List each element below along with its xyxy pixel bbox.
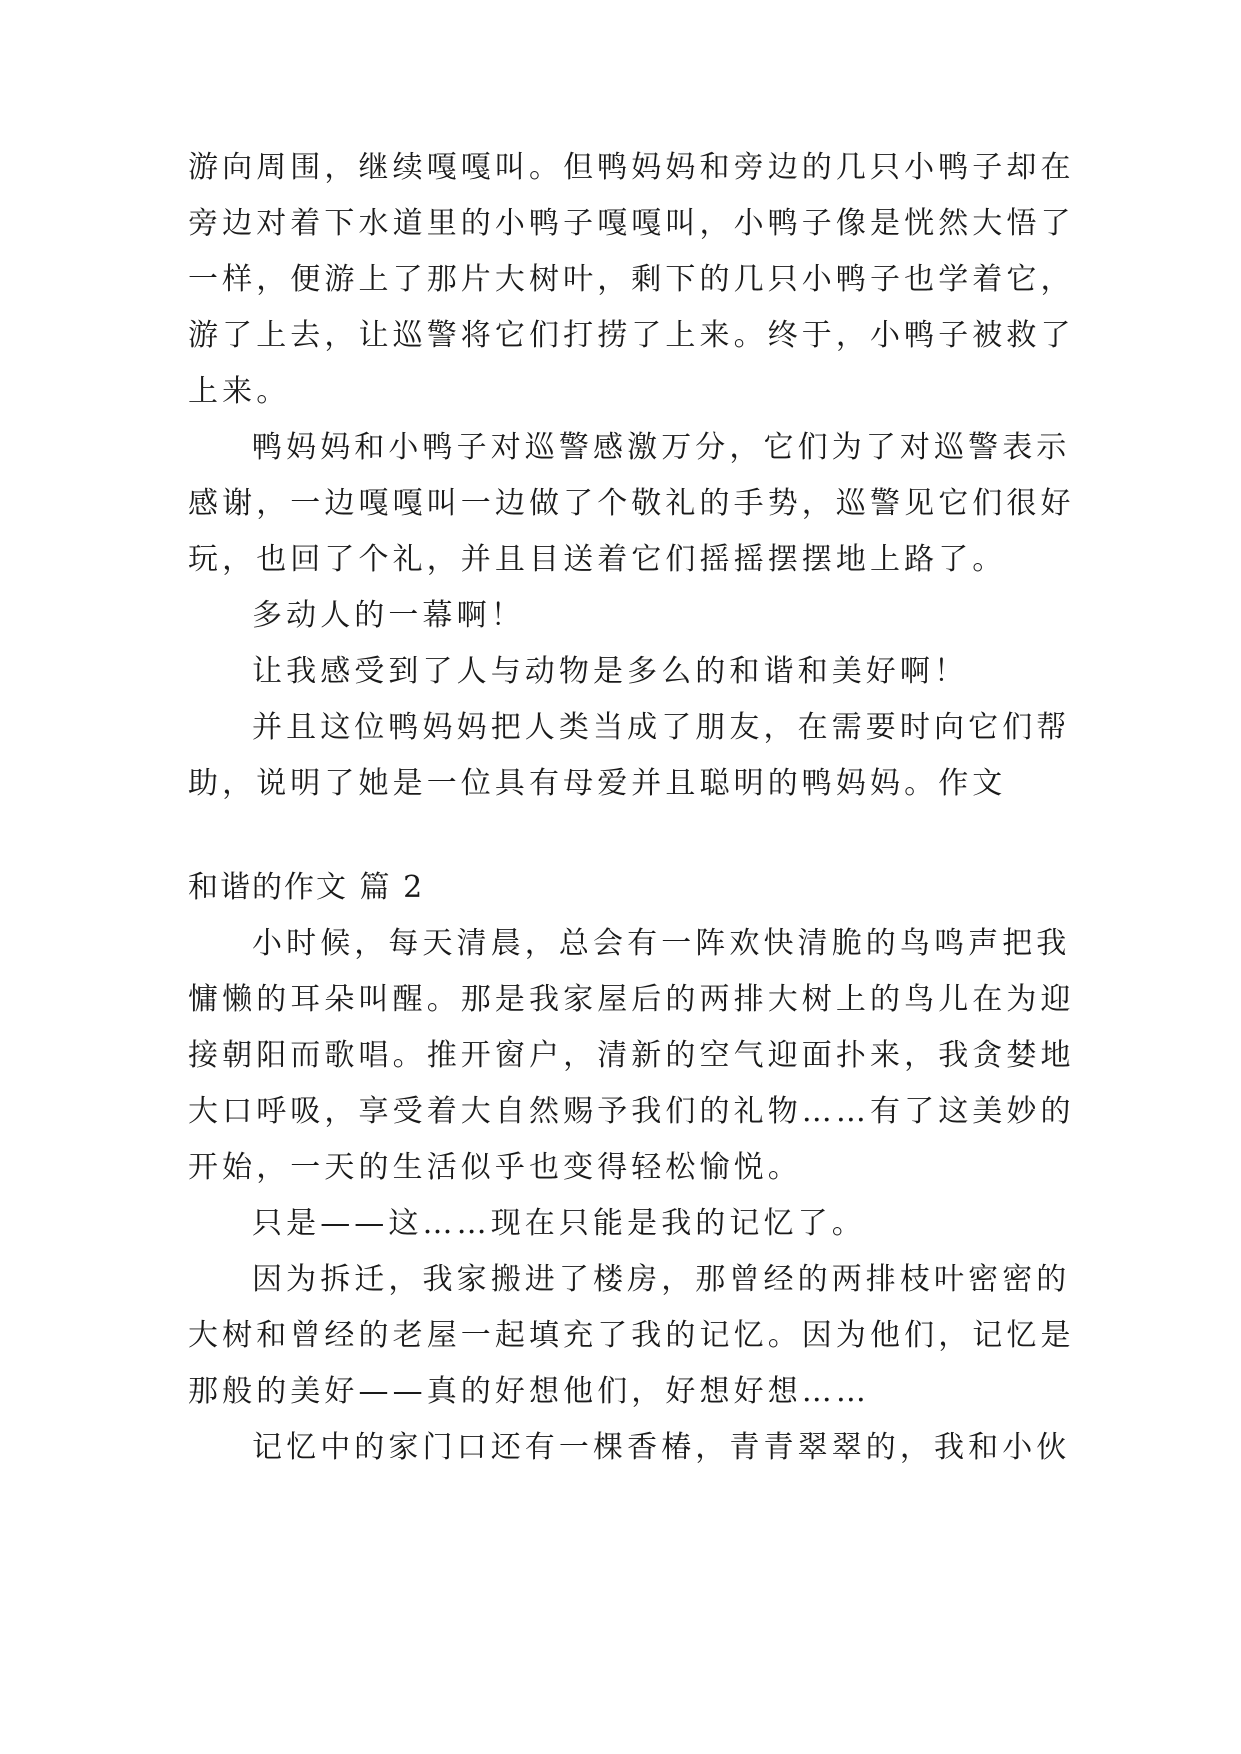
paragraph-line: 慵懒的耳朵叫醒。那是我家屋后的两排大树上的鸟儿在为迎 — [188, 982, 1075, 1017]
paragraph-line: 旁边对着下水道里的小鸭子嘎嘎叫，小鸭子像是恍然大悟了 — [188, 206, 1075, 241]
paragraph-line: 感谢，一边嘎嘎叫一边做了个敬礼的手势，巡警见它们很好 — [188, 486, 1075, 521]
paragraph-line: 助，说明了她是一位具有母爱并且聪明的鸭妈妈。作文 — [188, 766, 1007, 801]
paragraph-line: 一样，便游上了那片大树叶，剩下的几只小鸭子也学着它， — [188, 262, 1075, 297]
paragraph-line: 只是——这……现在只能是我的记忆了。 — [252, 1206, 866, 1241]
paragraph-line: 游了上去，让巡警将它们打捞了上来。终于，小鸭子被救了 — [188, 318, 1075, 353]
paragraph-line: 多动人的一幕啊！ — [252, 598, 525, 633]
paragraph-line: 那般的美好——真的好想他们，好想好想…… — [188, 1374, 870, 1409]
paragraph-line: 记忆中的家门口还有一棵香椿，青青翠翠的，我和小伙 — [252, 1430, 1071, 1465]
paragraph-line: 上来。 — [188, 374, 291, 409]
paragraph-line: 因为拆迁，我家搬进了楼房，那曾经的两排枝叶密密的 — [252, 1262, 1071, 1297]
paragraph-line: 并且这位鸭妈妈把人类当成了朋友，在需要时向它们帮 — [252, 710, 1071, 745]
paragraph-line: 大树和曾经的老屋一起填充了我的记忆。因为他们，记忆是 — [188, 1318, 1075, 1353]
paragraph-line: 让我感受到了人与动物是多么的和谐和美好啊！ — [252, 654, 969, 689]
paragraph-line: 小时候，每天清晨，总会有一阵欢快清脆的鸟鸣声把我 — [252, 926, 1071, 961]
paragraph-line: 开始，一天的生活似乎也变得轻松愉悦。 — [188, 1150, 802, 1185]
paragraph-line: 游向周围，继续嘎嘎叫。但鸭妈妈和旁边的几只小鸭子却在 — [188, 150, 1075, 185]
article-heading: 和谐的作文 篇 2 — [188, 870, 425, 905]
paragraph-line: 接朝阳而歌唱。推开窗户，清新的空气迎面扑来，我贪婪地 — [188, 1038, 1075, 1073]
paragraph-line: 玩，也回了个礼，并且目送着它们摇摇摆摆地上路了。 — [188, 542, 1007, 577]
paragraph-line: 大口呼吸，享受着大自然赐予我们的礼物……有了这美妙的 — [188, 1094, 1075, 1129]
paragraph-line: 鸭妈妈和小鸭子对巡警感激万分，它们为了对巡警表示 — [252, 430, 1071, 465]
